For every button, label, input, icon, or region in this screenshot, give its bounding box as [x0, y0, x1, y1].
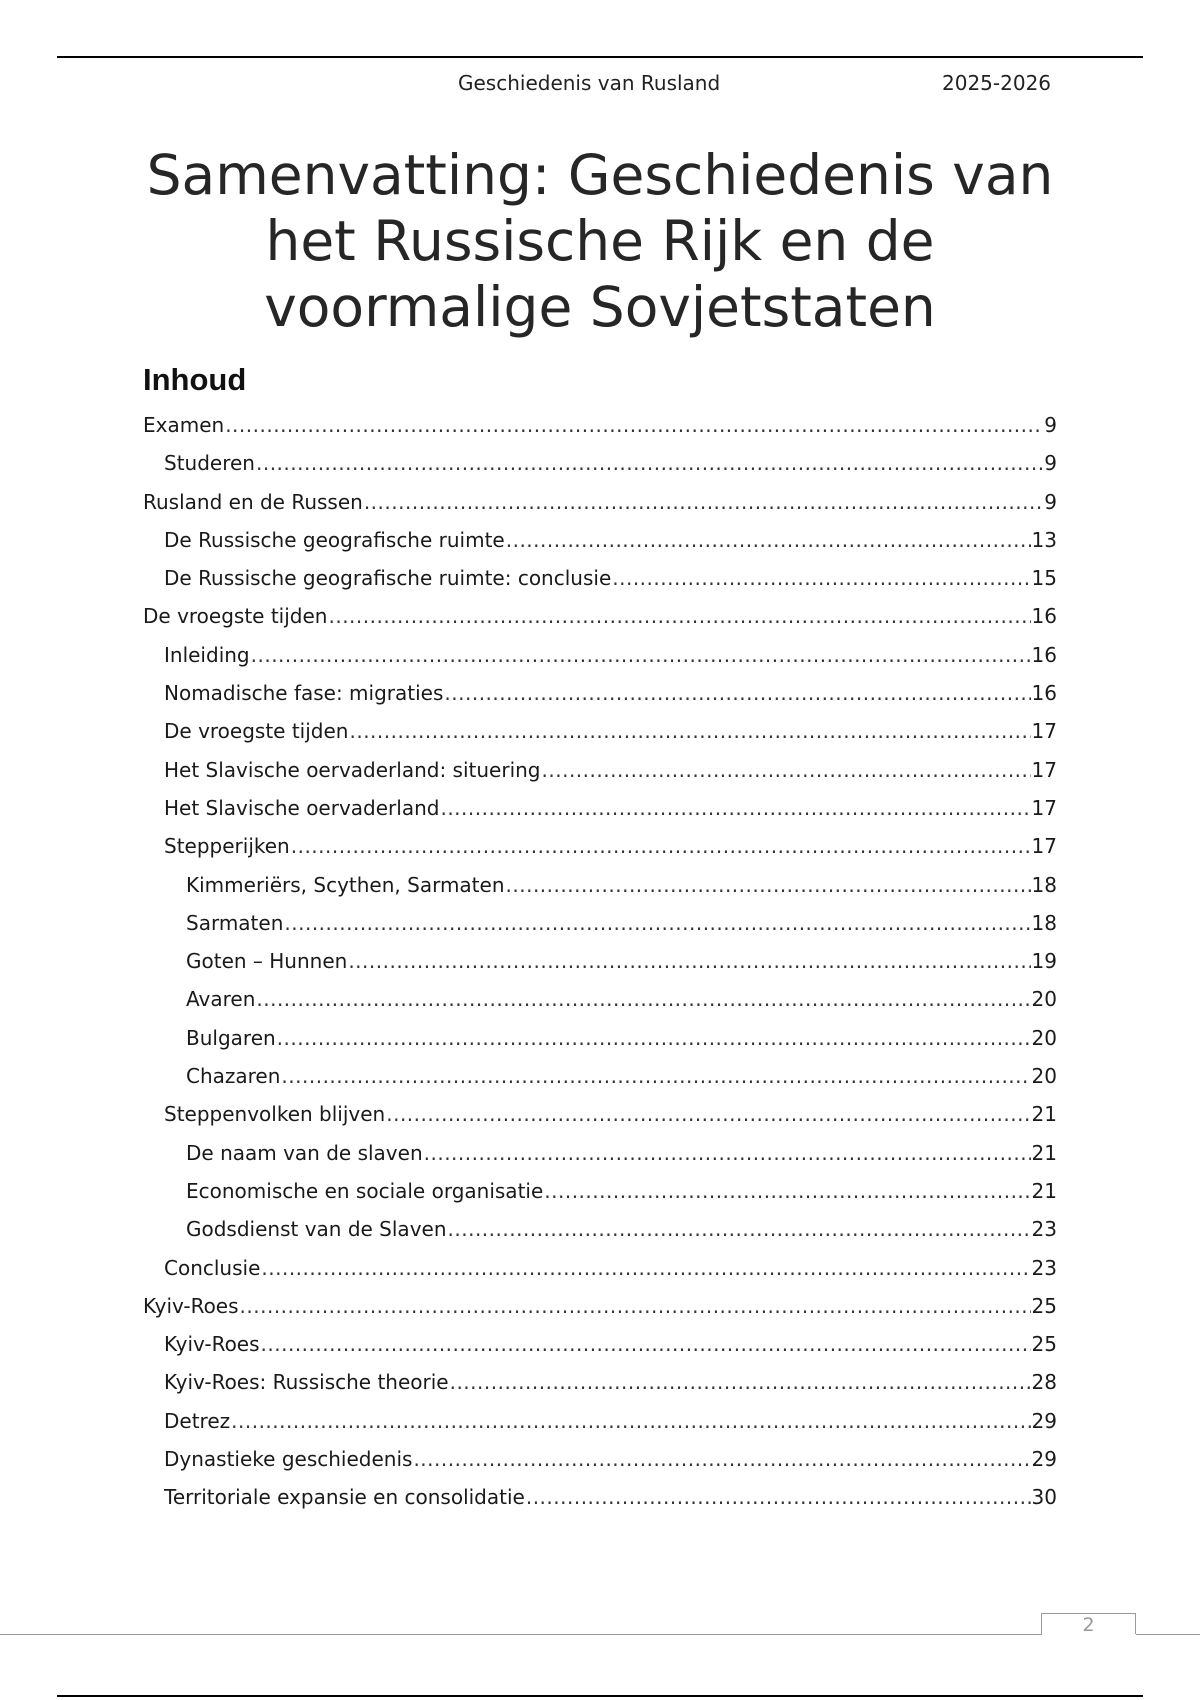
- toc-entry-label: Avaren: [186, 987, 256, 1012]
- toc-entry-page: 29: [1031, 1408, 1057, 1433]
- toc-dot-leader: [349, 719, 1030, 743]
- toc-entry-label: Conclusie: [164, 1255, 261, 1280]
- bottom-rule: [57, 1695, 1143, 1697]
- toc-entry-page: 9: [1044, 489, 1057, 514]
- toc-entry-label: Sarmaten: [186, 910, 284, 935]
- toc-entry-label: Chazaren: [186, 1064, 281, 1089]
- toc-entry[interactable]: [143, 987, 1057, 1025]
- toc-dot-leader: [450, 1370, 1031, 1394]
- toc-dot-leader: [413, 1447, 1030, 1471]
- page-number: 2: [1082, 1614, 1095, 1636]
- document-title: Samenvatting: Geschiedenis van het Russische Rijk en de voormalige Sovjetstaten: [146, 143, 1054, 339]
- toc-dot-leader: [261, 1332, 1031, 1356]
- toc-entry[interactable]: [143, 1102, 1057, 1140]
- toc-entry-page: 28: [1031, 1370, 1057, 1395]
- toc-entry[interactable]: [143, 604, 1057, 642]
- toc-entry[interactable]: [143, 1026, 1057, 1064]
- toc-entry-label: Inleiding: [164, 642, 250, 667]
- toc-entry[interactable]: [143, 1179, 1057, 1217]
- toc-entry-label: De Russische geografische ruimte: conclusie: [164, 566, 612, 591]
- toc-dot-leader: [225, 413, 1043, 437]
- toc-entry-page: 17: [1031, 757, 1057, 782]
- toc-dot-leader: [284, 911, 1030, 935]
- toc-entry[interactable]: [143, 873, 1057, 911]
- toc-dot-leader: [526, 1485, 1031, 1509]
- toc-dot-leader: [291, 834, 1031, 858]
- toc-entry-label: De vroegste tijden: [164, 719, 349, 744]
- toc-dot-leader: [444, 681, 1030, 705]
- toc-entry-label: De vroegste tijden: [143, 604, 328, 629]
- toc-entry-label: Examen: [143, 413, 225, 437]
- toc-entry-page: 18: [1031, 872, 1057, 897]
- toc-entry-page: 17: [1031, 834, 1057, 859]
- toc-entry-page: 16: [1031, 604, 1057, 629]
- toc-entry-label: Studeren: [164, 451, 255, 476]
- toc-entry[interactable]: [143, 451, 1057, 489]
- toc-dot-leader: [348, 949, 1030, 973]
- toc-dot-leader: [240, 1294, 1031, 1318]
- toc-entry-page: 25: [1031, 1293, 1057, 1318]
- toc-entry-page: 16: [1031, 642, 1057, 667]
- toc-dot-leader: [231, 1409, 1030, 1433]
- header-academic-year: 2025-2026: [942, 71, 1052, 95]
- toc-dot-leader: [544, 1179, 1030, 1203]
- toc-entry-page: 20: [1031, 987, 1057, 1012]
- toc-entry-label: De Russische geografische ruimte: [164, 527, 505, 552]
- toc-entry-page: 21: [1031, 1178, 1057, 1203]
- toc-dot-leader: [386, 1102, 1030, 1126]
- toc-entry-page: 15: [1031, 566, 1057, 591]
- toc-entry[interactable]: [143, 911, 1057, 949]
- toc-entry-label: De naam van de slaven: [186, 1140, 423, 1165]
- toc-entry[interactable]: [143, 758, 1057, 796]
- toc-entry[interactable]: [143, 490, 1057, 528]
- toc-dot-leader: [506, 873, 1031, 897]
- toc-entry-label: Economische en sociale organisatie: [186, 1178, 544, 1203]
- toc-entry-label: Steppenvolken blijven: [164, 1102, 386, 1127]
- toc-entry[interactable]: [143, 1064, 1057, 1102]
- toc-dot-leader: [448, 1217, 1031, 1241]
- toc-entry[interactable]: [143, 681, 1057, 719]
- header-rule: [57, 56, 1143, 58]
- toc-entry-label: Goten – Hunnen: [186, 949, 348, 974]
- toc-entry-page: 9: [1044, 451, 1057, 476]
- toc-entry[interactable]: [143, 528, 1057, 566]
- toc-dot-leader: [277, 1026, 1031, 1050]
- toc-entry-label: Nomadische fase: migraties: [164, 681, 444, 706]
- toc-dot-leader: [256, 987, 1030, 1011]
- toc-entry-page: 25: [1031, 1332, 1057, 1357]
- toc-entry[interactable]: [143, 1294, 1057, 1332]
- toc-entry-label: Kyiv-Roes: Russische theorie: [164, 1370, 449, 1395]
- toc-entry[interactable]: [143, 1447, 1057, 1485]
- toc-entry-page: 23: [1031, 1217, 1057, 1242]
- toc-entry-label: Het Slavische oervaderland: situering: [164, 757, 541, 782]
- toc-entry[interactable]: [143, 1256, 1057, 1294]
- toc-entry-page: 9: [1044, 413, 1057, 437]
- toc-heading: Inhoud: [143, 362, 247, 397]
- toc-entry-label: Kyiv-Roes: [143, 1293, 239, 1318]
- toc-dot-leader: [251, 643, 1031, 667]
- toc-entry[interactable]: [143, 1332, 1057, 1370]
- toc-dot-leader: [261, 1256, 1030, 1280]
- toc-entry[interactable]: [143, 949, 1057, 987]
- toc-entry-page: 18: [1031, 910, 1057, 935]
- toc-entry[interactable]: [143, 1370, 1057, 1408]
- toc-entry-label: Bulgaren: [186, 1025, 276, 1050]
- toc-entry[interactable]: [143, 796, 1057, 834]
- toc-entry-page: 13: [1031, 527, 1057, 552]
- toc-entry[interactable]: [143, 413, 1057, 451]
- toc-entry-label: Dynastieke geschiedenis: [164, 1447, 413, 1472]
- toc-entry-page: 21: [1031, 1102, 1057, 1127]
- toc-dot-leader: [424, 1141, 1031, 1165]
- toc-entry-label: Kimmeriërs, Scythen, Sarmaten: [186, 872, 505, 897]
- toc-dot-leader: [612, 566, 1030, 590]
- toc-entry[interactable]: [143, 1217, 1057, 1255]
- toc-entry[interactable]: [143, 834, 1057, 872]
- toc-dot-leader: [364, 490, 1043, 514]
- toc-entry-label: Rusland en de Russen: [143, 489, 363, 514]
- toc-entry-page: 17: [1031, 795, 1057, 820]
- footer-rule: [0, 1634, 1042, 1635]
- toc-dot-leader: [542, 758, 1031, 782]
- toc-entry-page: 30: [1031, 1485, 1057, 1510]
- toc-dot-leader: [328, 604, 1030, 628]
- toc-entry-label: Godsdienst van de Slaven: [186, 1217, 447, 1242]
- toc-entry-page: 20: [1031, 1025, 1057, 1050]
- toc-dot-leader: [281, 1064, 1030, 1088]
- toc-entry-label: Kyiv-Roes: [164, 1332, 260, 1357]
- toc-entry[interactable]: [143, 719, 1057, 757]
- toc-entry-page: 16: [1031, 681, 1057, 706]
- header-course-title: Geschiedenis van Rusland: [458, 71, 721, 95]
- toc-entry[interactable]: [143, 566, 1057, 604]
- toc-entry[interactable]: [143, 1485, 1057, 1523]
- toc-entry[interactable]: [143, 643, 1057, 681]
- toc-entry-page: 20: [1031, 1064, 1057, 1089]
- toc-dot-leader: [506, 528, 1031, 552]
- toc-entry-page: 29: [1031, 1447, 1057, 1472]
- toc-entry-label: Detrez: [164, 1408, 231, 1433]
- toc-entry-page: 19: [1031, 949, 1057, 974]
- toc-entry-page: 21: [1031, 1140, 1057, 1165]
- toc-entry-label: Stepperijken: [164, 834, 290, 859]
- toc-dot-leader: [256, 451, 1043, 475]
- toc-entry-label: Territoriale expansie en consolidatie: [164, 1485, 525, 1510]
- toc-entry[interactable]: [143, 1409, 1057, 1447]
- footer-rule-right: [1136, 1634, 1200, 1635]
- table-of-contents: [143, 413, 1057, 1524]
- toc-entry-page: 23: [1031, 1255, 1057, 1280]
- toc-entry-page: 17: [1031, 719, 1057, 744]
- toc-entry[interactable]: [143, 1141, 1057, 1179]
- toc-entry-label: Het Slavische oervaderland: [164, 795, 440, 820]
- toc-dot-leader: [440, 796, 1030, 820]
